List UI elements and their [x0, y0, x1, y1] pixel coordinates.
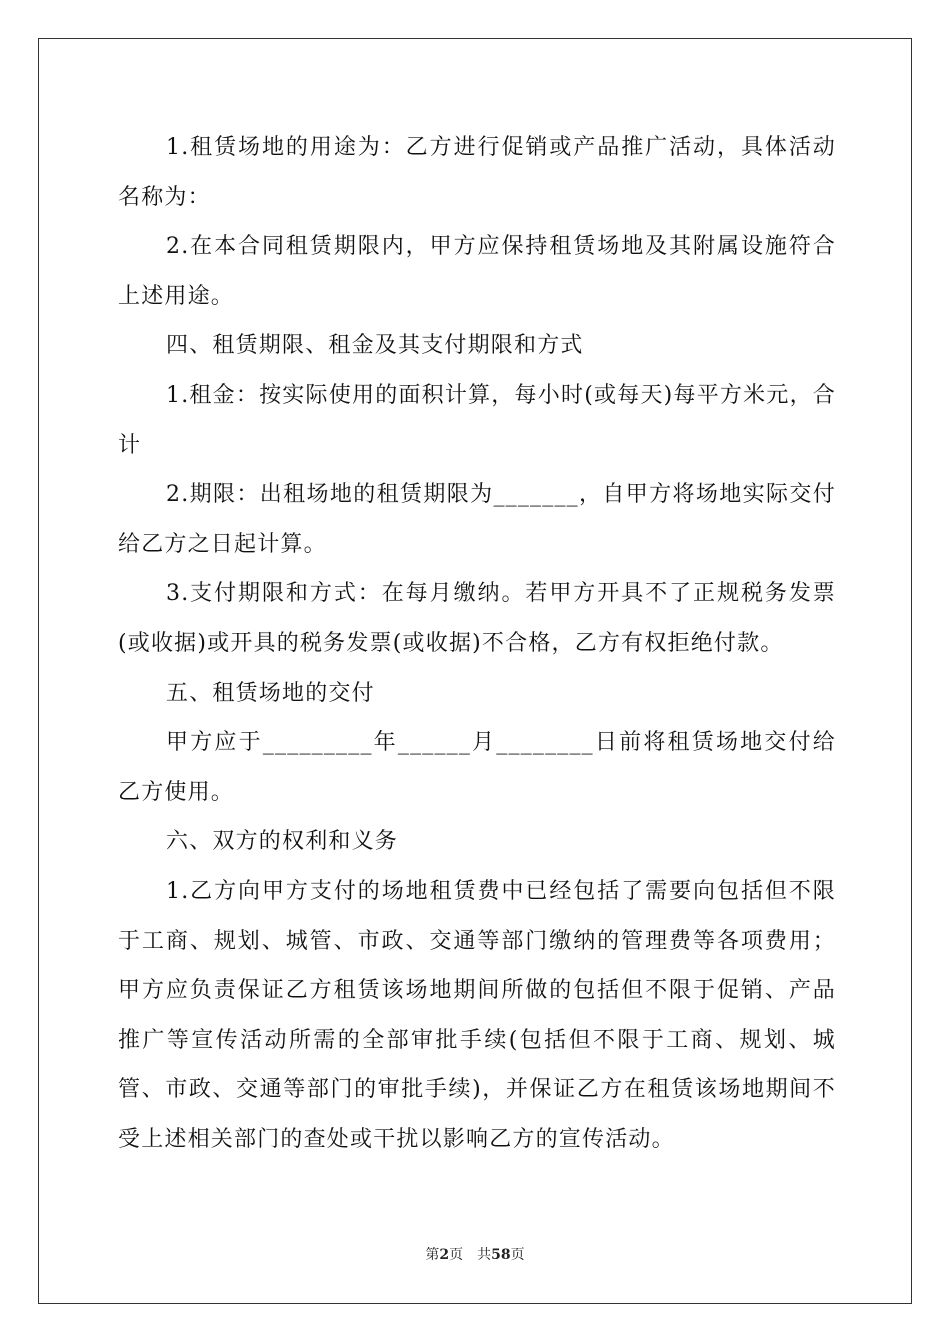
- section-heading-delivery: 五、租赁场地的交付: [166, 680, 375, 706]
- page-suffix: 页: [449, 1247, 464, 1263]
- paragraph-usage: 1.租赁场地的用途为：乙方进行促销或产品推广活动，具体活动名称为：: [118, 135, 836, 210]
- paragraph-rent: 1.租金：按实际使用的面积计算，每小时(或每天)每平方米元，合计: [118, 382, 836, 458]
- document-body: [118, 123, 836, 1164]
- total-suffix: 页: [510, 1247, 525, 1263]
- page-prefix: 第: [425, 1247, 440, 1263]
- paragraph-rights-obligations: 1.乙方向甲方支付的场地租赁费中已经包括了需要向包括但不限于工商、规划、城管、市政、交通等部门缴纳的管理费等各项费用；甲方应负责保证乙方租赁该场地期间所做的包括但不限于促销、产品推广等宣传活动所需的全部审批手续(包括但不限于工商、规划、城管、市政、交通等部门的审批手续)，并保证乙方在租赁该场地期间不受上述相关部门的查处或干扰以影响乙方的宣传活动。: [118, 878, 836, 1152]
- section-heading-rights-obligations: 六、双方的权利和义务: [166, 829, 399, 855]
- paragraph-delivery-date: 甲方应于_________年______月________日前将租赁场地交付给乙方使用。: [118, 730, 836, 805]
- page-number: 2: [439, 1247, 450, 1263]
- paragraph-facility-maintenance: 2.在本合同租赁期限内，甲方应保持租赁场地及其附属设施符合上述用途。: [118, 234, 836, 309]
- paragraph-term: 2.期限：出租场地的租赁期限为_______，自甲方将场地实际交付给乙方之日起计算。: [118, 482, 836, 557]
- total-prefix: 共: [477, 1247, 492, 1263]
- total-pages: 58: [491, 1247, 511, 1263]
- paragraph-payment: 3.支付期限和方式：在每月缴纳。若甲方开具不了正规税务发票(或收据)或开具的税务发票(或收据)不合格，乙方有权拒绝付款。: [118, 581, 836, 656]
- page-footer: [0, 1244, 950, 1264]
- section-heading-term-rent: 四、租赁期限、租金及其支付期限和方式: [166, 333, 584, 359]
